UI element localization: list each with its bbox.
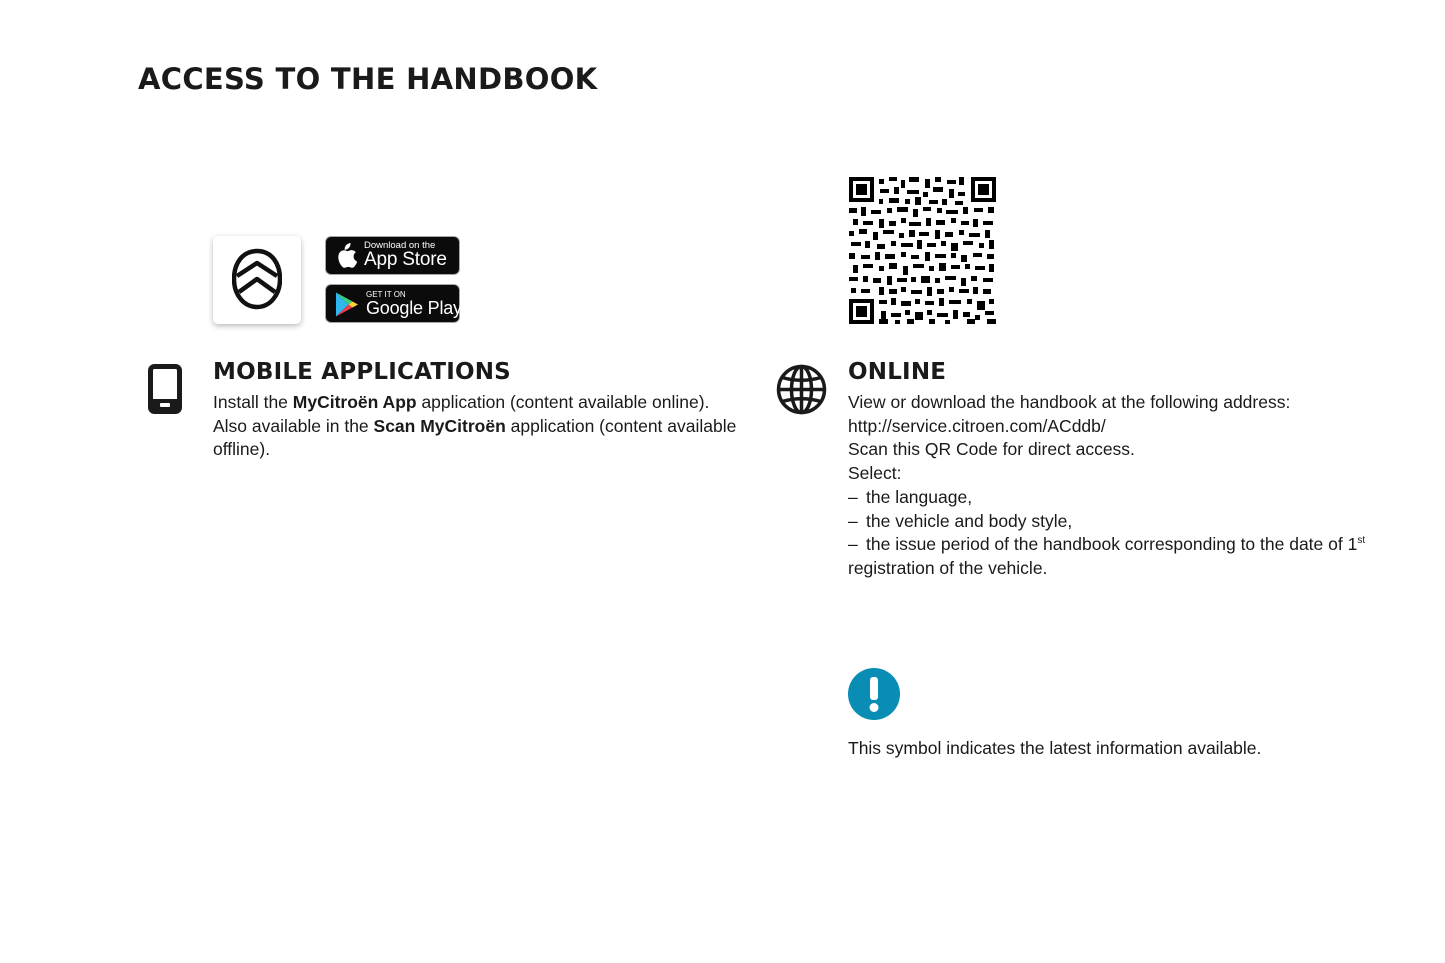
qr-code — [849, 177, 996, 324]
google-play-icon — [334, 291, 360, 318]
mobile-applications-text — [213, 391, 753, 462]
also-text: Also available in the — [213, 415, 374, 436]
list-item-text: the vehicle and body style, — [866, 510, 1073, 531]
online-intro: View or download the handbook at the following address: — [848, 392, 1291, 412]
list-item-text-end: registration of the vehicle. — [848, 557, 1048, 578]
list-item — [848, 510, 1388, 534]
mycitroen-app-name: MyCitroën App — [292, 392, 417, 412]
citroen-logo-icon — [232, 248, 282, 312]
select-label: Select: — [848, 463, 902, 484]
app-store-small-label: Download on the — [364, 240, 436, 251]
smartphone-icon — [148, 364, 182, 414]
mobile-applications-heading: MOBILE APPLICATIONS — [213, 359, 511, 385]
list-dash: – — [848, 534, 858, 555]
info-text: This symbol indicates the latest information available. — [848, 738, 1262, 758]
also-available-paragraph — [213, 415, 753, 462]
page-title: ACCESS TO THE HANDBOOK — [138, 62, 598, 96]
install-paragraph — [213, 391, 753, 415]
qr-instruction: Scan this QR Code for direct access. — [848, 439, 1135, 460]
handbook-url-link[interactable]: http://service.citroen.com/ACddb/ — [848, 415, 1106, 436]
install-text: Install the — [213, 392, 293, 412]
online-text — [848, 391, 1388, 581]
exclamation-icon — [848, 668, 900, 720]
online-heading: ONLINE — [848, 359, 947, 385]
list-dash: – — [848, 510, 858, 531]
google-play-badge[interactable] — [325, 284, 460, 323]
globe-icon — [776, 364, 827, 415]
list-dash: – — [848, 486, 858, 507]
list-item — [848, 533, 1388, 580]
ordinal-superscript: st — [1357, 535, 1366, 547]
list-item — [848, 486, 1388, 510]
install-text-end: application (content available online). — [416, 392, 710, 412]
list-item-text: the issue period of the handbook corresponding to the date of 1 — [866, 534, 1358, 555]
scan-mycitroen-name: Scan MyCitroën — [373, 415, 506, 436]
also-text-end: application (content available offline). — [213, 415, 737, 460]
apple-icon — [335, 242, 357, 269]
list-item-text: the language, — [866, 486, 973, 507]
app-store-badge[interactable] — [325, 236, 460, 275]
google-play-small-label: GET IT ON — [366, 290, 406, 299]
mycitroen-app-icon[interactable] — [213, 236, 301, 324]
google-play-label: Google Play — [366, 298, 462, 318]
app-store-label: App Store — [364, 249, 447, 270]
